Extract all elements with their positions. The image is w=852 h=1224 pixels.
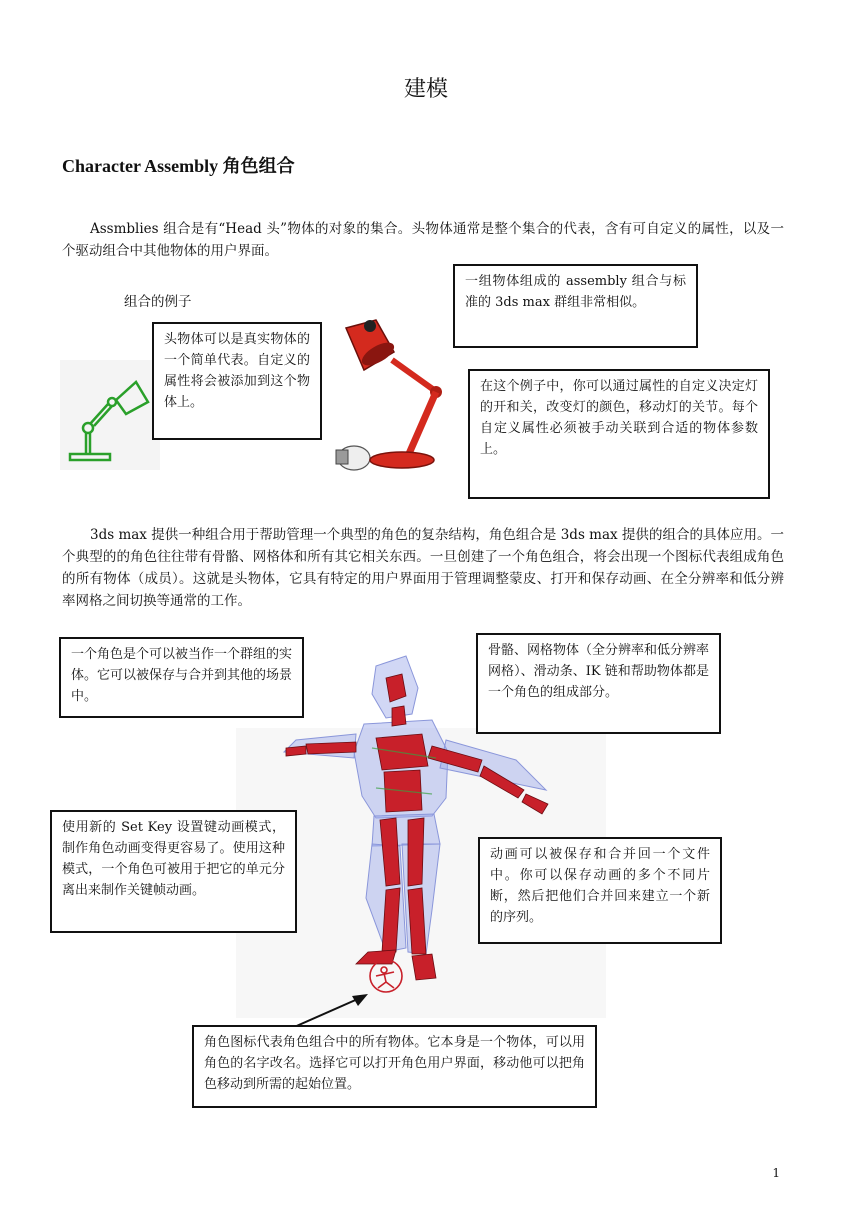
callout-lamp-example: 在这个例子中，你可以通过属性的自定义决定灯的开和关，改变灯的颜色，移动灯的关节。每个自定义属性必须被手动关联到合适的物体参数上。 <box>468 369 770 499</box>
callout-character-icon: 角色图标代表角色组合中的所有物体。它本身是一个物体，可以用角色的名字改名。选择它可以打开角色用户界面，移动他可以把角色移动到所需的起始位置。 <box>192 1025 597 1108</box>
callout-components: 骨骼、网格物体（全分辨率和低分辨率网格）、滑动条、IK 链和帮助物体都是一个角色的组成部分。 <box>476 633 721 734</box>
intro-paragraph: Assmblies 组合是有“Head 头”物体的对象的集合。头物体通常是整个集合的代表，含有可自定义的属性，以及一个驱动组合中其他物体的用户界面。 <box>62 221 784 259</box>
example-label: 组合的例子 <box>124 294 192 310</box>
callout-animation-save: 动画可以被保存和合并回一个文件中。你可以保存动画的多个不同片断，然后把他们合并回来建立一个新的序列。 <box>478 837 722 944</box>
pointer-arrow <box>290 990 374 1030</box>
page-title: 建模 <box>403 77 448 102</box>
section-heading: Character Assembly 角色组合 <box>62 156 295 176</box>
callout-set-key: 使用新的 Set Key 设置键动画模式，制作角色动画变得更容易了。使用这种模式，一个角色可被用于把它的单元分离出来制作关键帧动画。 <box>50 810 297 933</box>
red-lamp-illustration <box>316 318 466 473</box>
character-paragraph: 3ds max 提供一种组合用于帮助管理一个典型的角色的复杂结构，角色组合是 3ds max 提供的组合的具体应用。一个典型的的角色往往带有骨骼、网格体和所有其它相关东西。一旦创建了一个角色组合，将会出现一个图标代表组成角色的所有物体（成员）。这就是头物体，它具有特定的用户界面用于管理调整蒙皮、打开和保存动画、在全分辨率和低分辨率网格之间切换等通常的工作。 <box>62 527 784 609</box>
callout-assembly-similar: 一组物体组成的 assembly 组合与标准的 3ds max 群组非常相似。 <box>453 264 698 348</box>
callout-head-object: 头物体可以是真实物体的一个简单代表。自定义的属性将会被添加到这个物体上。 <box>152 322 322 440</box>
callout-character-entity: 一个角色是个可以被当作一个群组的实体。它可以被保存与合并到其他的场景中。 <box>59 637 304 718</box>
lamp-icon-illustration <box>60 360 160 470</box>
page-number: 1 <box>772 1166 780 1180</box>
